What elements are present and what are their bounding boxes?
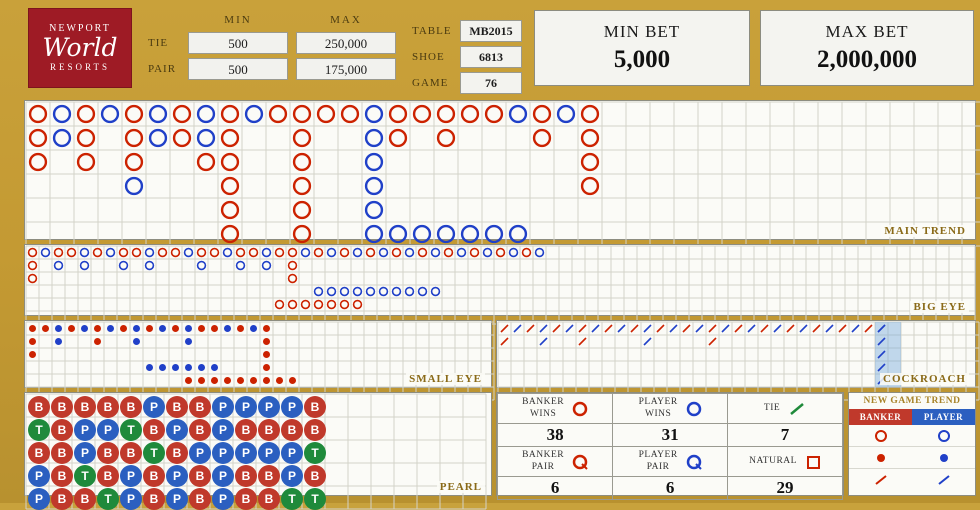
banker-wins-label: BANKER WINS: [522, 397, 565, 419]
pearl-cell: B: [166, 442, 188, 464]
pearl-cell: P: [97, 419, 119, 441]
min-bet-box: [534, 10, 750, 86]
pearl-cell: B: [235, 465, 257, 487]
pearl-cell: B: [235, 488, 257, 510]
player-circle-icon: [686, 401, 702, 417]
ngt-player-dot: [912, 447, 975, 468]
pearl-cell: P: [212, 442, 234, 464]
statistics-table: [497, 393, 843, 500]
pearl-cell: B: [189, 396, 211, 418]
player-pair-value: 6: [613, 477, 728, 500]
tie-label: TIE: [763, 402, 781, 413]
main-trend-panel: [24, 100, 976, 240]
stats-label-row-1: [498, 394, 843, 424]
natural-value: 29: [728, 477, 843, 500]
pearl-cell: B: [74, 488, 96, 510]
pearl-cell: B: [189, 419, 211, 441]
natural-square-icon: [805, 454, 821, 470]
pearl-cell: B: [97, 465, 119, 487]
pearl-cell: P: [235, 442, 257, 464]
pearl-cell: T: [28, 419, 50, 441]
big-eye-panel: [24, 244, 976, 316]
ngt-banker-circle: [849, 425, 912, 446]
banker-wins-value: 38: [498, 424, 613, 447]
pearl-cell: P: [166, 488, 188, 510]
stats-label-row-2: [498, 447, 843, 477]
min-bet-value: 5,000: [613, 46, 671, 73]
pearl-cell: P: [143, 396, 165, 418]
player-wins-cell: [613, 394, 728, 424]
pearl-cell: T: [120, 419, 142, 441]
pearl-cell: B: [143, 488, 165, 510]
pearl-cell: P: [74, 442, 96, 464]
player-pair-icon: [686, 454, 702, 470]
pearl-cell: B: [281, 419, 303, 441]
player-wins-value: 31: [613, 424, 728, 447]
tie-slash-icon: [788, 401, 806, 417]
ngt-row-dot: [849, 447, 975, 469]
pearl-cell: P: [166, 419, 188, 441]
header: [0, 0, 980, 96]
player-pair-label: PLAYER PAIR: [638, 450, 678, 472]
game-value: 76: [460, 72, 522, 94]
table-value: MB2015: [460, 20, 522, 42]
pearl-cell: P: [281, 442, 303, 464]
bet-limits-header: [188, 14, 408, 32]
natural-label: NATURAL: [749, 455, 797, 466]
natural-cell: [728, 447, 843, 477]
pearl-cell: B: [51, 419, 73, 441]
tie-limit-row: [148, 32, 408, 54]
pearl-label: PEARL: [437, 481, 485, 493]
game-row: [412, 72, 532, 94]
player-wins-label: PLAYER WINS: [638, 397, 678, 419]
pearl-cell: B: [97, 442, 119, 464]
pearl-cell: B: [51, 465, 73, 487]
ngt-banker-slash: [849, 469, 912, 491]
pearl-cell: B: [166, 396, 188, 418]
pearl-cell: B: [28, 442, 50, 464]
limits-max-header: MAX: [330, 14, 362, 26]
pearl-cell: B: [97, 396, 119, 418]
pearl-cell: B: [120, 442, 142, 464]
pearl-cell: T: [304, 488, 326, 510]
pearl-cell: P: [189, 442, 211, 464]
ngt-banker-dot: [849, 447, 912, 468]
tie-max-value: 250,000: [296, 32, 396, 54]
small-eye-panel: [24, 320, 492, 388]
pearl-cell: B: [304, 396, 326, 418]
banker-pair-icon: [572, 454, 588, 470]
min-bet-title: MIN BET: [603, 22, 681, 41]
pearl-cell: B: [74, 396, 96, 418]
shoe-value: 6813: [460, 46, 522, 68]
banker-pair-value: 6: [498, 477, 613, 500]
statistics-panel: [496, 392, 844, 496]
table-id-row: [412, 20, 532, 42]
pearl-cell: P: [212, 465, 234, 487]
shoe-row: [412, 46, 532, 68]
banker-pair-cell: [498, 447, 613, 477]
game-label: GAME: [412, 77, 449, 89]
banker-wins-cell: [498, 394, 613, 424]
pearl-cell: B: [51, 442, 73, 464]
casino-logo: [28, 8, 132, 88]
table-info: [412, 20, 532, 98]
max-bet-value: 2,000,000: [817, 46, 917, 73]
logo-line-1: NEWPORT: [49, 22, 111, 34]
pearl-cell: P: [212, 488, 234, 510]
pair-limit-label: PAIR: [148, 63, 177, 75]
logo-line-3: RESORTS: [50, 61, 110, 72]
pearl-cell: P: [212, 419, 234, 441]
stats-value-row-1: [498, 424, 843, 447]
pearl-cell: B: [51, 396, 73, 418]
pearl-cell: B: [120, 396, 142, 418]
pearl-cell: P: [235, 396, 257, 418]
ngt-player-circle: [912, 425, 975, 446]
banker-pair-label: BANKER PAIR: [522, 450, 565, 472]
pearl-cell: P: [120, 465, 142, 487]
pair-min-value: 500: [188, 58, 288, 80]
pearl-cell: B: [28, 396, 50, 418]
ngt-row-slash: [849, 469, 975, 491]
max-bet-title: MAX BET: [825, 22, 909, 41]
tie-cell: [728, 394, 843, 424]
pearl-cell: P: [258, 396, 280, 418]
pearl-cell: B: [51, 488, 73, 510]
pearl-cell: B: [143, 419, 165, 441]
pair-limit-row: [148, 58, 408, 80]
stats-value-row-2: [498, 477, 843, 500]
max-bet-box: [760, 10, 974, 86]
tie-min-value: 500: [188, 32, 288, 54]
pearl-cell: T: [281, 488, 303, 510]
tie-value: 7: [728, 424, 843, 447]
pearl-cell: B: [143, 465, 165, 487]
pearl-cell: P: [120, 488, 142, 510]
small-eye-label: SMALL EYE: [406, 373, 485, 385]
tie-limit-label: TIE: [148, 37, 169, 49]
ngt-row-circle: [849, 425, 975, 447]
big-eye-grid: [25, 245, 977, 317]
pearl-cell: B: [235, 419, 257, 441]
ngt-banker-header: BANKER: [849, 409, 912, 425]
pearl-cell: P: [166, 465, 188, 487]
pearl-cell: B: [258, 419, 280, 441]
pearl-cell: P: [281, 465, 303, 487]
pearl-cell: T: [143, 442, 165, 464]
player-pair-cell: [613, 447, 728, 477]
pearl-cell: P: [28, 488, 50, 510]
pearl-cell: T: [74, 465, 96, 487]
pearl-cell: T: [97, 488, 119, 510]
cockroach-label: COCKROACH: [880, 373, 969, 385]
pearl-cell: P: [281, 396, 303, 418]
pearl-cell: B: [258, 465, 280, 487]
table-label: TABLE: [412, 25, 452, 37]
pearl-cell: P: [74, 419, 96, 441]
pearl-cell: B: [304, 465, 326, 487]
ngt-player-slash: [912, 469, 975, 491]
pearl-cell: P: [28, 465, 50, 487]
pearl-cell: T: [304, 442, 326, 464]
cockroach-panel: [496, 320, 976, 388]
logo-line-2: World: [42, 33, 118, 63]
shoe-label: SHOE: [412, 51, 445, 63]
pearl-cell: B: [304, 419, 326, 441]
pearl-cell: B: [258, 488, 280, 510]
limits-min-header: MIN: [224, 14, 252, 26]
pearl-cell: B: [189, 465, 211, 487]
pair-max-value: 175,000: [296, 58, 396, 80]
pearl-cell: P: [258, 442, 280, 464]
big-eye-label: BIG EYE: [910, 301, 969, 313]
new-game-trend-panel: [848, 392, 976, 496]
new-game-trend-header: [849, 409, 975, 425]
pearl-panel: [24, 392, 492, 506]
bet-limits-table: [148, 14, 408, 84]
main-trend-grid: [25, 101, 977, 241]
pearl-cell: B: [189, 488, 211, 510]
banker-circle-icon: [572, 401, 588, 417]
pearl-cell: P: [212, 396, 234, 418]
new-game-trend-title: NEW GAME TREND: [849, 393, 975, 409]
ngt-player-header: PLAYER: [912, 409, 975, 425]
main-trend-label: MAIN TREND: [881, 225, 969, 237]
